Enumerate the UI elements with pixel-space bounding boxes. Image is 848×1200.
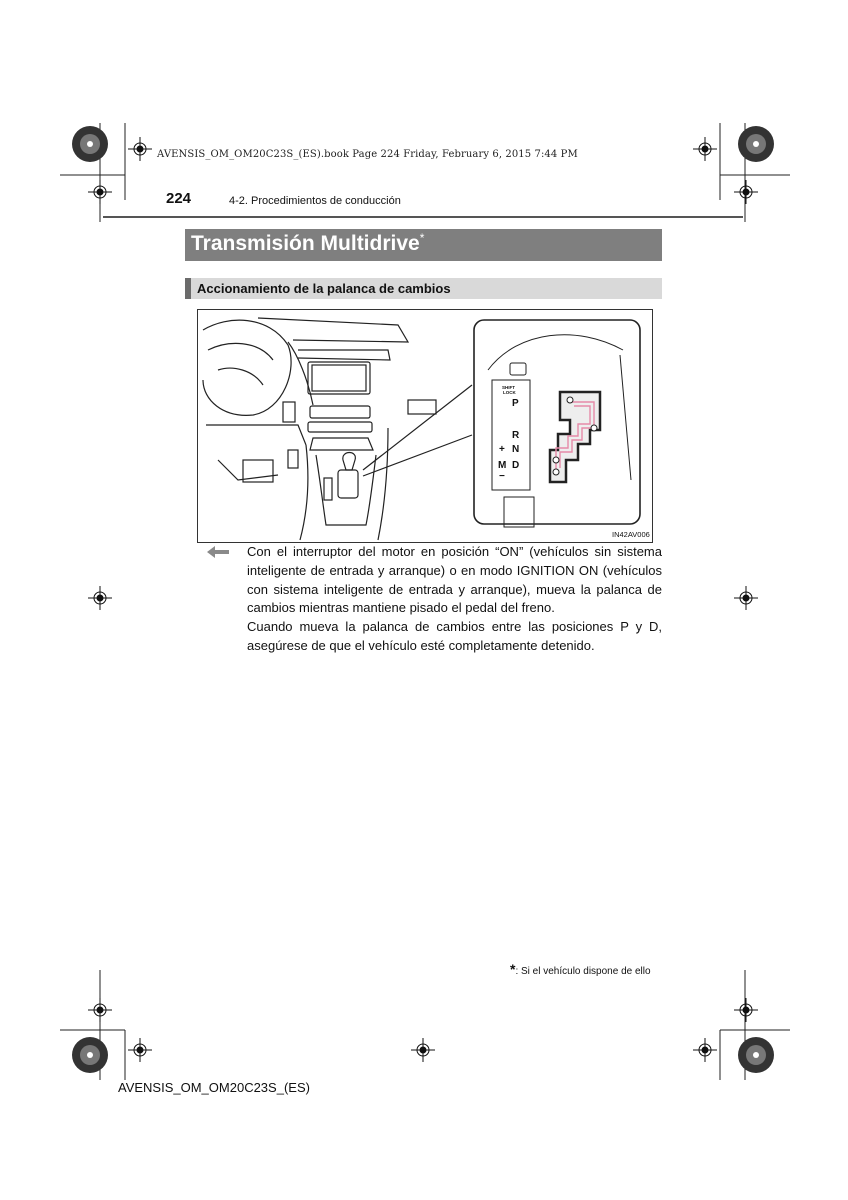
- gate-label-m: M: [498, 460, 507, 471]
- footer-book-code: AVENSIS_OM_OM20C23S_(ES): [118, 1080, 310, 1095]
- shift-lock-label-2: LOCK: [503, 390, 516, 395]
- left-arrow-icon: [206, 545, 230, 559]
- footnote: [510, 961, 651, 977]
- footnote-asterisk: *: [510, 961, 516, 977]
- body-paragraph-2: Cuando mueva la palanca de cambios entre las posiciones P y D, asegúrese de que el vehículo esté completamente detenido.: [247, 619, 662, 653]
- subtitle: Accionamiento de la palanca de cambios: [197, 281, 451, 296]
- figure-code: IN42AV006: [612, 530, 650, 539]
- gate-label-r: R: [512, 430, 520, 441]
- page-number: 224: [166, 190, 192, 207]
- gate-label-n: N: [512, 444, 520, 455]
- body-paragraph-1: Con el interruptor del motor en posición “ON” (vehículos sin sistema inteligente de entrada y arranque) o en modo IGNITION ON (vehículos con sistema inteligente de entrada y arranque), mueva la palanca de cambios mientras mantiene pisado el pedal del freno.: [247, 544, 662, 616]
- header-rule: [103, 216, 743, 218]
- gate-label-p: P: [512, 398, 519, 409]
- page-title: Transmisión Multidrive*: [191, 231, 425, 255]
- gate-label-plus: +: [499, 444, 505, 455]
- shift-lever-illustration: [197, 309, 653, 543]
- gate-label-minus: −: [499, 471, 505, 482]
- gate-label-d: D: [512, 460, 520, 471]
- body-text: [247, 543, 662, 656]
- shift-lock-label-1: SHIFT: [502, 385, 515, 390]
- dashboard-drawing: [198, 310, 652, 542]
- title-asterisk: *: [419, 231, 425, 245]
- footnote-text: : Si el vehículo dispone de ello: [515, 966, 651, 977]
- subtitle-accent: [185, 278, 191, 299]
- section-title: 4-2. Procedimientos de conducción: [229, 195, 401, 207]
- print-info-line: AVENSIS_OM_OM20C23S_(ES).book Page 224 Friday, February 6, 2015 7:44 PM: [157, 149, 578, 160]
